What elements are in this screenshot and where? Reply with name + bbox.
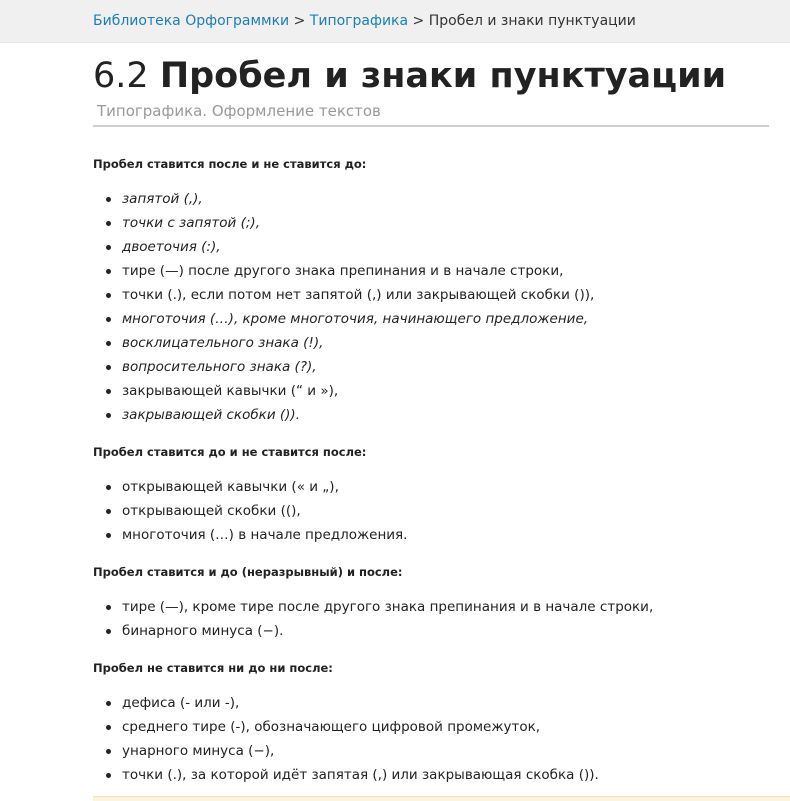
breadcrumb: [0, 0, 790, 43]
bullet-icon: [106, 341, 111, 346]
footer-strip: [93, 796, 790, 801]
breadcrumb-link-typography[interactable]: Типографика: [309, 13, 409, 29]
list-item-text: многоточия (…) в начале предложения.: [122, 527, 408, 543]
list-item-text: многоточия (…), кроме многоточия, начинающего предложение,: [122, 311, 589, 327]
list-item: [93, 259, 773, 283]
breadcrumb-separator: >: [289, 13, 310, 29]
list-item-text: вопросительного знака (?),: [122, 359, 317, 375]
list-item-text: унарного минуса (−),: [122, 743, 275, 759]
list-item: [93, 235, 773, 259]
list-item: [93, 499, 773, 523]
bullet-icon: [106, 629, 111, 634]
list-item-text: среднего тире (-), обозначающего цифровой промежуток,: [122, 719, 541, 735]
rule-list: [93, 187, 773, 427]
bullet-icon: [106, 533, 111, 538]
article: [93, 43, 773, 787]
list-item: [93, 379, 773, 403]
list-item-text: точки (.), если потом нет запятой (,) или закрывающей скобки ()),: [122, 287, 595, 303]
bullet-icon: [106, 245, 111, 250]
chapter-number: 6.2: [93, 56, 149, 96]
list-item-text: дефиса (- или -),: [122, 695, 240, 711]
rule-list: [93, 691, 773, 787]
list-item-text: восклицательного знака (!),: [122, 335, 324, 351]
list-item: [93, 331, 773, 355]
list-item-text: тире (—), кроме тире после другого знака препинания и в начале строки,: [122, 599, 654, 615]
list-item: [93, 619, 773, 643]
bullet-icon: [106, 725, 111, 730]
breadcrumb-separator: >: [408, 13, 429, 29]
bullet-icon: [106, 293, 111, 298]
bullet-icon: [106, 197, 111, 202]
section-heading: Пробел не ставится ни до ни после:: [93, 661, 333, 675]
list-item: [93, 283, 773, 307]
breadcrumb-link-library[interactable]: Библиотека Орфограммки: [93, 13, 290, 29]
bullet-icon: [106, 605, 111, 610]
bullet-icon: [106, 317, 111, 322]
list-item-text: бинарного минуса (−).: [122, 623, 284, 639]
list-item: [93, 355, 773, 379]
bullet-icon: [106, 269, 111, 274]
list-item: [93, 523, 773, 547]
bullet-icon: [106, 365, 111, 370]
list-item: [93, 763, 773, 787]
list-item: [93, 715, 773, 739]
bullet-icon: [106, 509, 111, 514]
list-item-text: двоеточия (:),: [122, 239, 221, 255]
bullet-icon: [106, 749, 111, 754]
section-heading: Пробел ставится и до (неразрывный) и после:: [93, 565, 403, 579]
list-item: [93, 211, 773, 235]
list-item: [93, 739, 773, 763]
section-heading: Пробел ставится до и не ставится после:: [93, 445, 367, 459]
rule-list: [93, 595, 773, 643]
bullet-icon: [106, 221, 111, 226]
breadcrumb-current: Пробел и знаки пунктуации: [428, 13, 636, 29]
list-item-text: тире (—) после другого знака препинания и в начале строки,: [122, 263, 564, 279]
list-item: [93, 307, 773, 331]
list-item-text: запятой (,),: [122, 191, 203, 207]
list-item: [93, 403, 773, 427]
list-item-text: открывающей кавычки (« и „),: [122, 479, 339, 495]
list-item-text: закрывающей кавычки (“ и »),: [122, 383, 339, 399]
page-title: [93, 54, 773, 98]
bullet-icon: [106, 773, 111, 778]
list-item: [93, 595, 773, 619]
section-heading: Пробел ставится после и не ставится до:: [93, 157, 367, 171]
title-text: Пробел и знаки пунктуации: [159, 56, 727, 96]
list-item-text: открывающей скобки ((),: [122, 503, 301, 519]
list-item: [93, 187, 773, 211]
list-item: [93, 475, 773, 499]
bullet-icon: [106, 389, 111, 394]
bullet-icon: [106, 701, 111, 706]
page-subtitle: Типографика. Оформление текстов: [93, 101, 769, 127]
list-item-text: закрывающей скобки ()).: [122, 407, 300, 423]
list-item-text: точки (.), за которой идёт запятая (,) или закрывающая скобка ()).: [122, 767, 599, 783]
bullet-icon: [106, 413, 111, 418]
bullet-icon: [106, 485, 111, 490]
rule-list: [93, 475, 773, 547]
list-item-text: точки с запятой (;),: [122, 215, 260, 231]
list-item: [93, 691, 773, 715]
